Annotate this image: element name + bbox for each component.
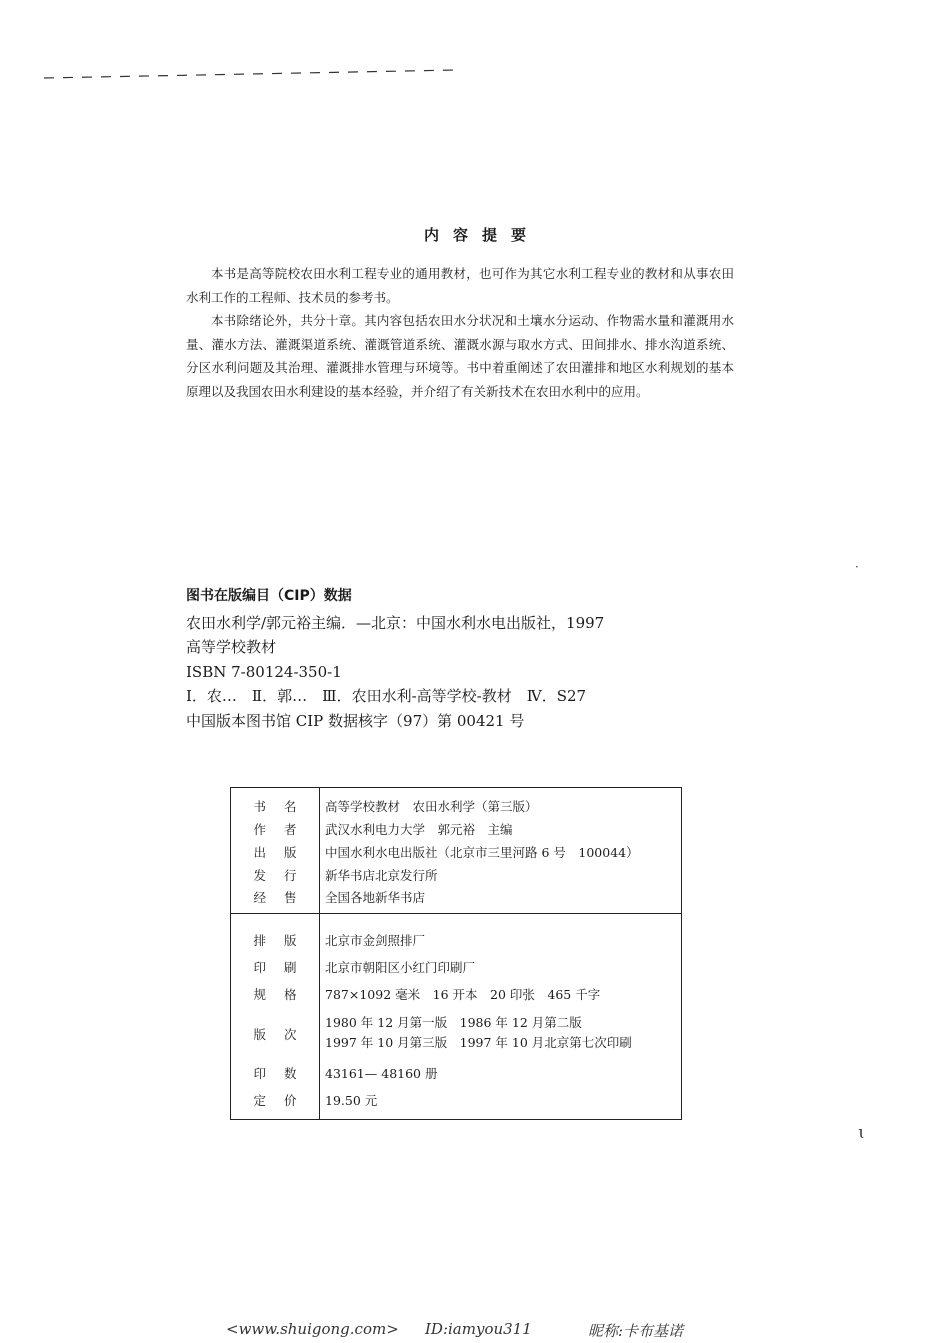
row-value: 中国水利水电出版社（北京市三里河路 6 号 100044） xyxy=(325,845,639,860)
colophon-table xyxy=(230,787,682,1120)
row-value: 高等学校教材 农田水利学（第三版） xyxy=(325,799,538,814)
cip-line: 高等学校教材 xyxy=(186,638,277,656)
summary-paragraph: 本书除绪论外，共分十章。其内容包括农田水分状况和土壤水分运动、作物需水量和灌溉用水量、灌水方法、灌溉渠道系统、灌溉管道系统、灌溉水源与取水方式、田间排水、排水沟道系统、分区水利问题及其治理、灌溉排水管理与环境等。书中着重阐述了农田灌排和地区水利规划的基本原理以及我国农田水利建设的基本经验，并介绍了有关新技术在农田水利中的应用。 xyxy=(186,313,734,399)
row-label: 规格 xyxy=(253,987,315,1002)
row-label: 印数 xyxy=(253,1066,315,1081)
footer-id: ID:iamyou311 xyxy=(425,1320,532,1338)
footer-watermark xyxy=(0,1320,950,1342)
row-value: 武汉水利电力大学 郭元裕 主编 xyxy=(325,822,513,837)
table-divider xyxy=(319,788,320,1119)
summary-title: 内容提要 xyxy=(423,226,540,244)
row-value: 新华书店北京发行所 xyxy=(325,868,438,883)
row-label: 书名 xyxy=(253,799,315,814)
cip-title: 图书在版编目（CIP）数据 xyxy=(186,588,352,604)
row-label: 印刷 xyxy=(253,960,315,975)
row-value: 43161— 48160 册 xyxy=(325,1066,438,1081)
row-label: 排版 xyxy=(253,933,315,948)
cip-block xyxy=(186,584,746,733)
row-label: 发行 xyxy=(253,868,315,883)
row-value: 787×1092 毫米 16 开本 20 印张 465 千字 xyxy=(325,987,601,1002)
row-value: 北京市朝阳区小红门印刷厂 xyxy=(325,960,476,975)
row-label: 经售 xyxy=(253,890,315,905)
cip-line: ISBN 7-80124-350-1 xyxy=(186,662,342,681)
row-value: 1980 年 12 月第一版 1986 年 12 月第二版 xyxy=(325,1015,582,1030)
summary-paragraph: 本书是高等院校农田水利工程专业的通用教材，也可作为其它水利工程专业的教材和从事农田水利工作的工程师、技术员的参考书。 xyxy=(186,266,734,305)
cip-line: 中国版本图书馆 CIP 数据核字（97）第 00421 号 xyxy=(186,711,525,730)
row-label: 定价 xyxy=(253,1093,315,1108)
row-value: 北京市金剑照排厂 xyxy=(325,933,426,948)
summary-body xyxy=(186,262,734,403)
print-speck: ɩ xyxy=(858,1122,866,1143)
cip-line: Ⅰ．农… Ⅱ．郭… Ⅲ．农田水利-高等学校-教材 Ⅳ．S27 xyxy=(186,687,587,705)
row-value: 全国各地新华书店 xyxy=(325,890,426,905)
footer-website: <www.shuigong.com> xyxy=(226,1320,399,1338)
dashed-rule xyxy=(44,66,456,82)
row-label: 作者 xyxy=(253,822,315,837)
row-label: 版次 xyxy=(253,1027,315,1042)
row-label: 出版 xyxy=(253,845,315,860)
footer-nickname: 昵称:卡布基诺 xyxy=(588,1322,684,1340)
row-value: 1997 年 10 月第三版 1997 年 10 月北京第七次印刷 xyxy=(325,1035,632,1050)
row-value: 19.50 元 xyxy=(325,1093,378,1108)
print-speck: · xyxy=(855,560,859,574)
cip-line: 农田水利学/郭元裕主编．—北京：中国水利水电出版社，1997 xyxy=(186,613,605,632)
table-divider xyxy=(231,913,681,914)
